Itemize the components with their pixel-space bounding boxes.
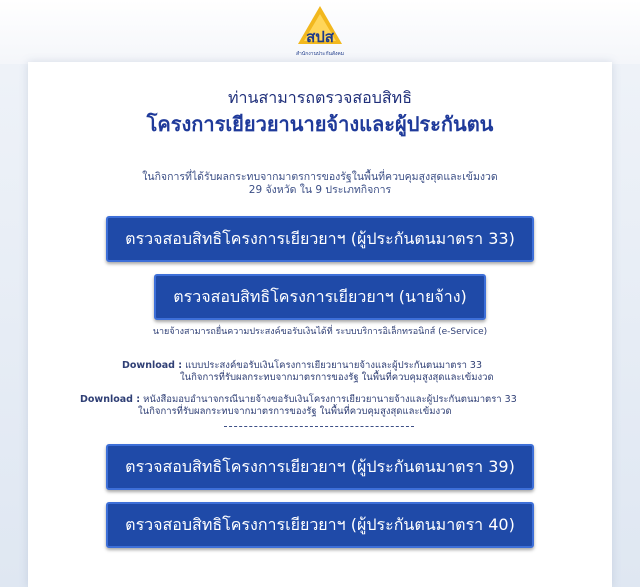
page-title-line2: โครงการเยียวยานายจ้างและผู้ประกันตน xyxy=(146,112,494,136)
check-m39-button[interactable]: ตรวจสอบสิทธิโครงการเยียวยาฯ (ผู้ประกันตนมาตรา 39) xyxy=(106,444,534,490)
background-left xyxy=(0,64,28,587)
page-title-line1: ท่านสามารถตรวจสอบสิทธิ xyxy=(228,88,412,107)
subtitle-line2: 29 จังหวัด ใน 9 ประเภทกิจการ xyxy=(248,184,392,196)
download-label: Download : xyxy=(80,394,141,405)
download-form-1-line1[interactable]: แบบประสงค์ขอรับเงินโครงการเยียวยานายจ้างและผู้ประกันตนมาตรา 33 xyxy=(185,360,483,371)
separator xyxy=(224,426,414,427)
download-form-1-line2: ในกิจการที่รับผลกระทบจากมาตรการของรัฐ ในพื้นที่ควบคุมสูงสุดและเข้มงวด xyxy=(180,372,494,383)
subtitle-line1: ในกิจการที่ได้รับผลกระทบจากมาตรการของรัฐในพื้นที่ควบคุมสูงสุดและเข้มงวด xyxy=(142,171,498,183)
download-form-2-line2: ในกิจการที่รับผลกระทบจากมาตรการของรัฐ ในพื้นที่ควบคุมสูงสุดและเข้มงวด xyxy=(138,406,452,417)
logo-caption: สำนักงานประกันสังคม xyxy=(295,51,345,57)
employer-note: นายจ้างสามารถยื่นความประสงค์ขอรับเงินได้ที่ ระบบบริการอิเล็กทรอนิกส์ (e-Service) xyxy=(152,327,488,337)
top-bar xyxy=(0,0,640,64)
sso-logo-icon xyxy=(292,4,348,60)
download-form-2[interactable] xyxy=(80,394,517,418)
download-label: Download : xyxy=(122,360,183,371)
download-form-1[interactable] xyxy=(122,360,494,384)
check-m33-button[interactable]: ตรวจสอบสิทธิโครงการเยียวยาฯ (ผู้ประกันตนมาตรา 33) xyxy=(106,216,534,262)
content-card xyxy=(28,62,612,587)
svg-text:สปส: สปส xyxy=(306,28,334,46)
background-right xyxy=(612,64,640,587)
check-employer-button[interactable]: ตรวจสอบสิทธิโครงการเยียวยาฯ (นายจ้าง) xyxy=(154,274,486,320)
check-m40-button[interactable]: ตรวจสอบสิทธิโครงการเยียวยาฯ (ผู้ประกันตนมาตรา 40) xyxy=(106,502,534,548)
download-form-2-line1[interactable]: หนังสือมอบอำนาจกรณีนายจ้างขอรับเงินโครงการเยียวยานายจ้างและผู้ประกันตนมาตรา 33 xyxy=(143,394,517,405)
